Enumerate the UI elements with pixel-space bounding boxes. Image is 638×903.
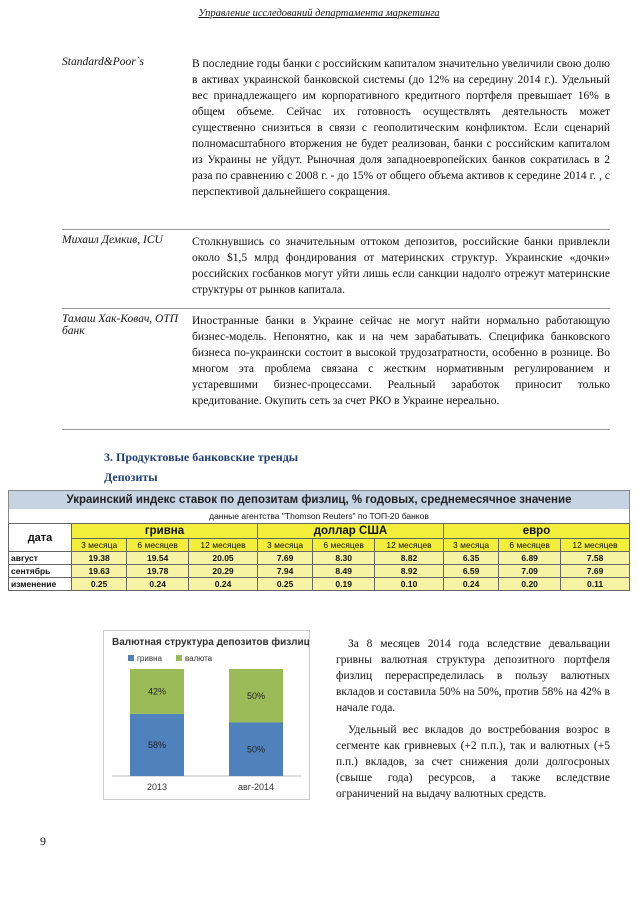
rate-cell: 6.89 — [499, 552, 561, 565]
quote-row — [62, 309, 610, 430]
rate-cell: 6.59 — [443, 565, 498, 578]
rate-cell: 0.10 — [375, 578, 444, 591]
legend-label: валюта — [185, 654, 213, 663]
quote-text: Столкнувшись со значительным оттоком депозитов, российские банки привлекли около $1,5 млрд фондирования от материнских структур. Украинские «дочки» российских госбанков могут уйти лишь если санкции надолго отрежут материнские структуры от рынков капитала. — [192, 236, 610, 296]
rate-cell: 7.94 — [257, 565, 312, 578]
legend-swatch — [128, 655, 134, 661]
rate-cell: 0.19 — [313, 578, 375, 591]
table-title: Украинский индекс ставок по депозитам физлиц, % годовых, среднемесячное значение — [8, 490, 630, 509]
paragraph: Удельный вес вкладов до востребования возрос в сегменте как гривневых (+2 п.п.), так и валютных (+5 п.п.) вкладов, за счет снижения доли долгосроных (свыше года) ресурсов, а также вследствие ограничений на выдачу валютных средств. — [336, 724, 610, 800]
category-label: 2013 — [146, 782, 168, 792]
quote-row — [62, 230, 610, 309]
legend-label: гривна — [137, 654, 162, 663]
category-label: авг-2014 — [237, 782, 275, 792]
section-title: 3. Продуктовые банковские тренды — [104, 450, 299, 464]
rate-cell: 19.78 — [127, 565, 189, 578]
rate-cell: 19.54 — [127, 552, 189, 565]
term-header: 3 месяца — [72, 539, 127, 552]
rate-cell: 20.05 — [189, 552, 258, 565]
rate-cell: 7.69 — [257, 552, 312, 565]
rate-cell: 8.82 — [375, 552, 444, 565]
term-header: 6 месяцев — [127, 539, 189, 552]
term-header: 12 месяцев — [375, 539, 444, 552]
rate-cell: 7.09 — [499, 565, 561, 578]
term-header: 6 месяцев — [313, 539, 375, 552]
rate-cell: 19.63 — [72, 565, 127, 578]
row-label: август — [9, 552, 72, 565]
term-header: 6 месяцев — [499, 539, 561, 552]
rate-cell: 8.49 — [313, 565, 375, 578]
term-header: 3 месяца — [257, 539, 312, 552]
rate-cell: 0.24 — [443, 578, 498, 591]
quote-author: Тамаш Хак-Ковач, ОТП банк — [62, 313, 179, 337]
rate-cell: 7.58 — [561, 552, 630, 565]
term-header: 3 месяца — [443, 539, 498, 552]
quotes-table — [62, 52, 610, 430]
row-label: сентябрь — [9, 565, 72, 578]
rate-cell: 8.30 — [313, 552, 375, 565]
table-row — [9, 565, 630, 578]
currency-header: доллар США — [257, 524, 443, 539]
term-header: 12 месяцев — [189, 539, 258, 552]
rate-cell: 6.35 — [443, 552, 498, 565]
rate-cell: 0.24 — [189, 578, 258, 591]
bar-label: 58% — [147, 739, 167, 750]
rate-cell: 0.25 — [257, 578, 312, 591]
rate-cell: 0.24 — [127, 578, 189, 591]
page-header: Управление исследований департамента маркетинга — [198, 8, 440, 19]
table-subtitle: данные агентства "Thomson Reuters" по ТОП-20 банков — [8, 509, 630, 523]
quote-text: Иностранные банки в Украине сейчас не могут найти нормально работающую бизнес-модель. Непонятно, как и на чем зарабатывать. Специфика банковского бизнеса по-украински состоит в высокой трудозатратности, особенно в рознице. Во многом эта проблема связана с жестким нормативным регулированием и устаревшими бизнес-процессами. Реальный заработок приносит только кредитование. Окупить сеть за счет РКО в Украине нереально. — [192, 315, 610, 407]
analysis-text — [336, 636, 610, 808]
page-number: 9 — [40, 834, 46, 848]
rate-cell: 20.29 — [189, 565, 258, 578]
quote-row — [62, 52, 610, 230]
rate-cell: 0.11 — [561, 578, 630, 591]
paragraph: За 8 месяцев 2014 года вследствие девальвации гривны валютная структура депозитного портфеля физлиц перераспределилась в пользу валютных вкладов и составила 50% на 50%, против 58% на 42% в начале года. — [336, 638, 610, 714]
rate-cell: 0.20 — [499, 578, 561, 591]
bar-label: 50% — [246, 744, 266, 755]
date-header: дата — [9, 524, 72, 552]
bar-label: 42% — [147, 686, 167, 697]
rate-cell: 0.25 — [72, 578, 127, 591]
quote-author: Standard&Poor`s — [62, 56, 144, 68]
currency-header: евро — [443, 524, 629, 539]
rates-grid — [8, 523, 630, 591]
quote-author: Михаил Демкив, ICU — [62, 234, 163, 246]
row-label: изменение — [9, 578, 72, 591]
table-row — [9, 578, 630, 591]
rate-cell: 19.38 — [72, 552, 127, 565]
term-header: 12 месяцев — [561, 539, 630, 552]
currency-structure-chart — [103, 630, 310, 800]
bar-label: 50% — [246, 690, 266, 701]
deposit-rates-table — [8, 490, 630, 591]
chart-svg — [104, 631, 309, 799]
rate-cell: 7.69 — [561, 565, 630, 578]
subsection-title: Депозиты — [104, 470, 158, 484]
rate-cell: 8.92 — [375, 565, 444, 578]
quote-text: В последние годы банки с российским капиталом значительно увеличили свою долю в активах украинской банковской системы (до 12% на середину 2014 г.). Удельный вес принадлежащего им корпоративного кредитного портфеля превышает 16% в общем объеме. Сейчас их готовность осуществлять деятельность может существенно снизиться в связи с геополитическим конфликтом. Если сценарий полномасштабного вторжения не будет реализован, банки с российским капиталом из Украины не уйдут. Рыночная доля западноевропейских банков сократилась в 2 раза по сравнению с 2008 г. - до 15% от общего объема активов к середине 2014 г. , с перспективой дальнейшего сокращения. — [192, 58, 610, 198]
chart-title: Валютная структура депозитов физлиц, % — [112, 637, 309, 648]
currency-header: гривна — [72, 524, 258, 539]
legend-swatch — [176, 655, 182, 661]
table-row — [9, 552, 630, 565]
